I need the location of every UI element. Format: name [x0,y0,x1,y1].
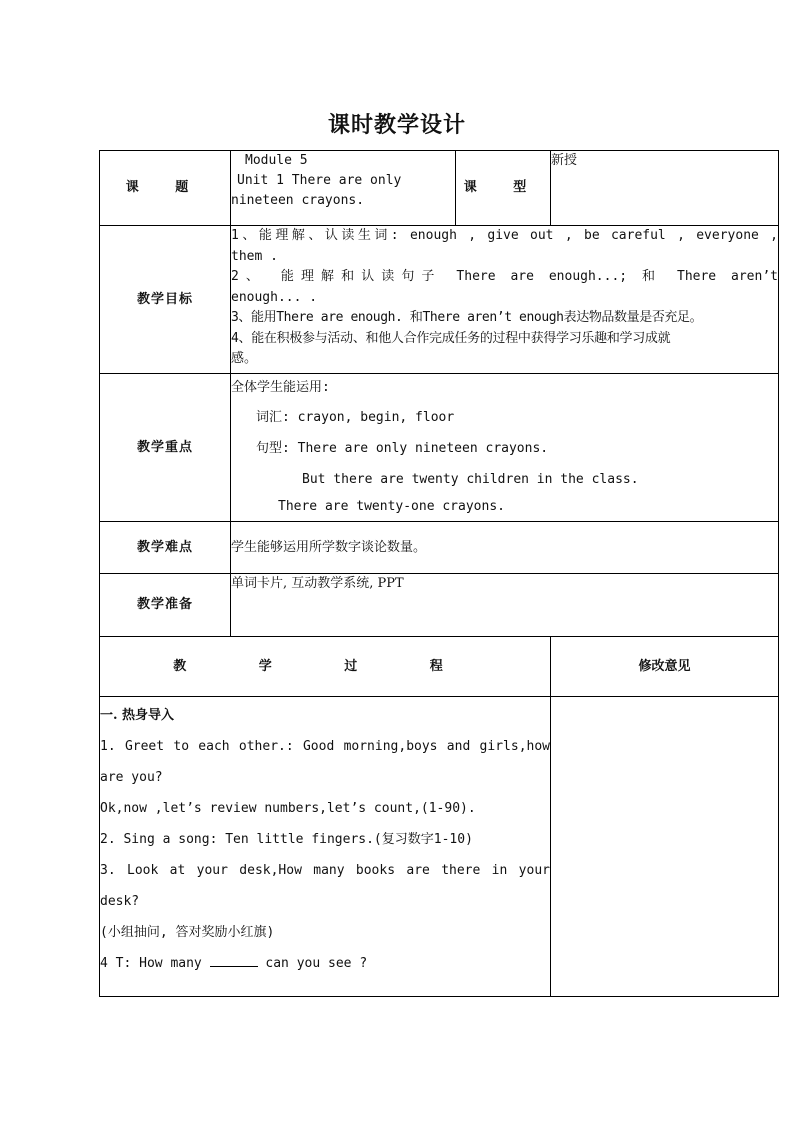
key-pattern-3: There are twenty-one crayons. [278,499,505,514]
type-value: 新授 [551,151,779,226]
key-vocab: 词汇: crayon, begin, floor [256,410,455,425]
topic-line-2: Unit 1 There are only [237,173,402,188]
difficulty-text: 学生能够运用所学数字谈论数量。 [231,522,779,574]
objective-line: 3、能用There are enough. 和There aren’t enough表达物品数量是否充足。 [231,310,703,325]
objective-line: 1、能理解、认读生词: enough , give out , be careful , everyone , [231,228,778,243]
topic-label: 课 题 [100,151,231,226]
process-line: are you? [100,770,163,785]
process-line-last-a: 4 T: How many [100,956,202,971]
process-line: 2. Sing a song: Ten little fingers.(复习数字1-10) [100,832,473,847]
process-line-last [100,948,550,979]
process-line-last-b: can you see ? [265,956,368,971]
process-content [100,697,551,997]
key-points-label: 教学重点 [100,374,231,522]
objectives-label: 教学目标 [100,226,231,374]
process-content-row [100,697,779,997]
topic-value [231,151,456,226]
process-line: (小组抽问, 答对奖励小红旗) [100,925,275,940]
process-header: 教 学 过 程 [100,637,551,697]
difficulty-row [100,522,779,574]
key-pattern-2: But there are twenty children in the class. [302,472,639,487]
type-label: 课 型 [456,151,551,226]
difficulty-label: 教学难点 [100,522,231,574]
process-line: 1. Greet to each other.: Good morning,boys and girls,how [100,739,550,754]
key-pattern: 句型: There are only nineteen crayons. [256,441,549,456]
section-title: 一. 热身导入 [100,708,175,723]
objective-line: enough... . [231,289,318,305]
objectives-content [231,226,779,374]
key-points-content [231,374,779,522]
objective-line: 2、 能理解和认读句子 There are enough...; 和 There aren’t [231,269,778,284]
revision-header: 修改意见 [551,637,779,697]
objective-line: them . [231,248,278,264]
lesson-plan-table [99,150,779,997]
objectives-row [100,226,779,374]
objective-line: 感。 [231,351,258,366]
process-line: Ok,now ,let’s review numbers,let’s count,(1-90). [100,801,476,816]
fill-blank [210,954,258,967]
page-title: 课时教学设计 [327,112,466,138]
revision-content[interactable] [551,697,779,997]
process-line: 3. Look at your desk,How many books are there in your [100,863,550,878]
process-line: desk? [100,894,140,909]
preparation-label: 教学准备 [100,574,231,637]
topic-line-3: nineteen crayons. [231,193,365,208]
preparation-text: 单词卡片, 互动教学系统, PPT [231,574,779,637]
process-header-row [100,637,779,697]
key-points-row [100,374,779,522]
topic-row [100,151,779,226]
key-intro: 全体学生能运用: [231,380,330,395]
objective-line: 4、能在积极参与活动、和他人合作完成任务的过程中获得学习乐趣和学习成就 [231,330,671,346]
preparation-row [100,574,779,637]
topic-line-1: Module 5 [245,153,308,168]
